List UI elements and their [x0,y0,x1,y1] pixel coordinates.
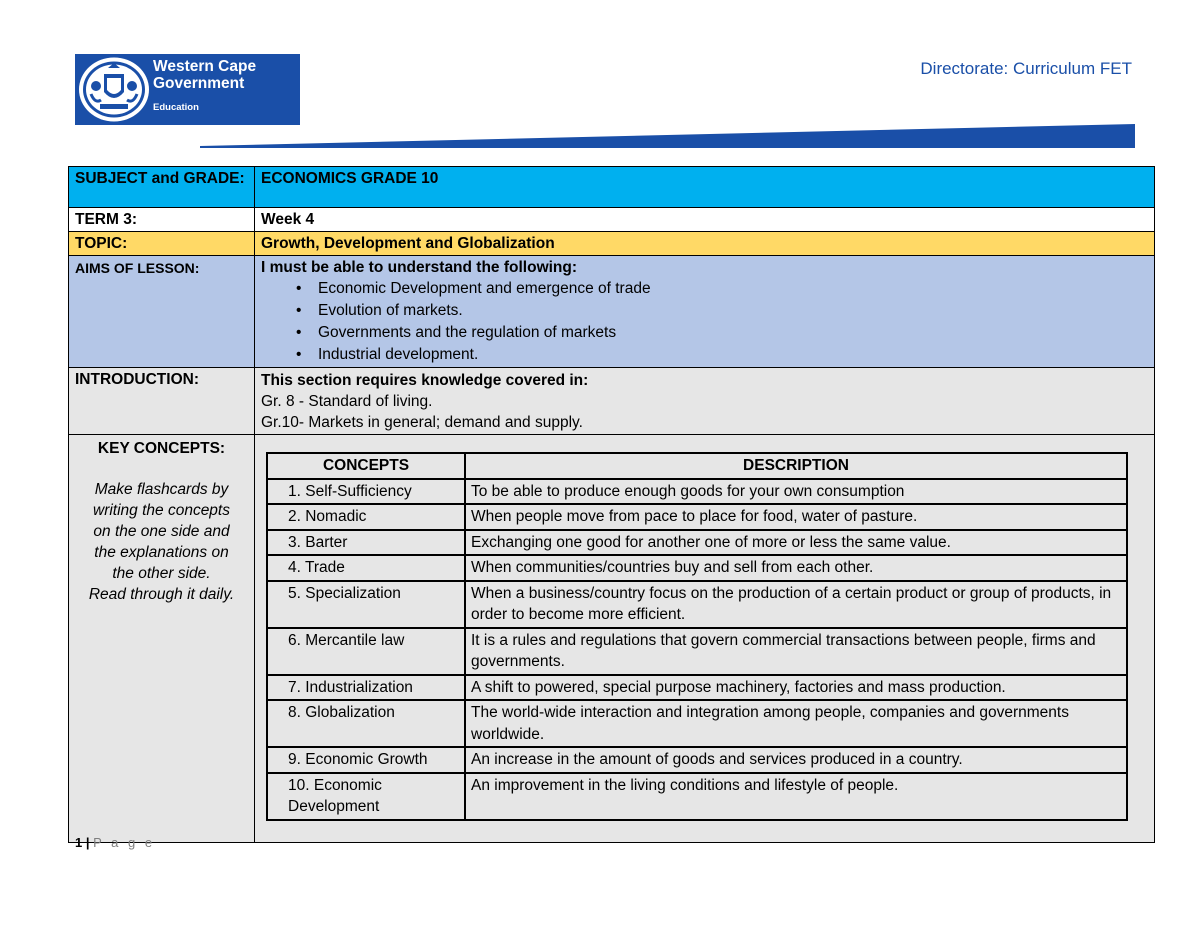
introduction-row [69,368,1155,435]
concept-description: It is a rules and regulations that govern commercial transactions between people, firms and governments. [465,628,1127,675]
key-concepts-label: KEY CONCEPTS: [97,440,226,457]
header-swoosh [200,124,1135,150]
logo-line-3: Education [153,102,199,113]
page-number [75,835,155,850]
subject-row [69,167,1155,208]
aim-item: • Governments and the regulation of markets [261,322,1148,344]
concept-description: When people move from pace to place for food, water of pasture. [465,504,1127,530]
concepts-table [266,452,1128,821]
introduction-cell [255,368,1155,435]
logo-line-2: Government [153,75,245,92]
concept-name: 3. Barter [267,530,465,556]
term-row [69,208,1155,232]
table-row [267,530,1127,556]
aims-row [69,256,1155,368]
introduction-label: INTRODUCTION: [69,368,255,435]
table-row [267,773,1127,820]
table-row [267,504,1127,530]
note-line: Make flashcards by [94,481,229,498]
page-separator: | [85,835,90,850]
topic-label: TOPIC: [69,232,255,256]
concept-name: 7. Industrialization [267,675,465,701]
coat-of-arms-icon [75,54,153,125]
aims-heading: I must be able to understand the following: [261,259,578,276]
aim-item: • Economic Development and emergence of trade [261,278,1148,300]
concept-description: An improvement in the living conditions and lifestyle of people. [465,773,1127,820]
note-line: on the one side and [93,523,230,540]
key-concepts-row [69,435,1155,843]
concept-description: Exchanging one good for another one of more or less the same value. [465,530,1127,556]
key-concepts-cell [255,435,1155,843]
concept-description: The world-wide interaction and integration among people, companies and governments worldwide. [465,700,1127,747]
key-concepts-note [75,479,248,605]
introduction-heading: This section requires knowledge covered in: [261,372,589,389]
concept-name: 2. Nomadic [267,504,465,530]
subject-label: SUBJECT and GRADE: [69,167,255,208]
concept-name: 1. Self-Sufficiency [267,479,465,505]
aims-list [261,278,1148,366]
key-concepts-side [69,435,255,843]
description-header: DESCRIPTION [465,453,1127,479]
concept-name: 10. Economic Development [267,773,465,820]
note-line: Read through it daily. [88,586,235,603]
aim-item: • Industrial development. [261,344,1148,366]
lesson-plan-table [68,166,1155,843]
note-line: the explanations on [94,544,229,561]
introduction-line: Gr. 8 - Standard of living. [261,393,433,410]
term-label: TERM 3: [69,208,255,232]
topic-row [69,232,1155,256]
note-line: writing the concepts [93,502,230,519]
concept-description: When a business/country focus on the production of a certain product or group of products, in order to become more efficient. [465,581,1127,628]
table-row [267,700,1127,747]
table-row [267,628,1127,675]
concept-name: 5. Specialization [267,581,465,628]
concept-name: 4. Trade [267,555,465,581]
topic-value: Growth, Development and Globalization [255,232,1155,256]
table-row [267,555,1127,581]
aim-item: • Evolution of markets. [261,300,1148,322]
concept-name: 9. Economic Growth [267,747,465,773]
table-row [267,581,1127,628]
concept-description: When communities/countries buy and sell from each other. [465,555,1127,581]
concept-description: To be able to produce enough goods for your own consumption [465,479,1127,505]
concepts-header-row [267,453,1127,479]
term-value: Week 4 [255,208,1155,232]
aims-cell [255,256,1155,368]
introduction-line: Gr.10- Markets in general; demand and supply. [261,414,583,431]
wcg-logo [75,54,300,125]
concepts-header: CONCEPTS [267,453,465,479]
concept-name: 8. Globalization [267,700,465,747]
table-row [267,675,1127,701]
page-number-value: 1 [75,835,83,850]
concept-name: 6. Mercantile law [267,628,465,675]
subject-value: ECONOMICS GRADE 10 [255,167,1155,208]
table-row [267,479,1127,505]
concept-description: A shift to powered, special purpose machinery, factories and mass production. [465,675,1127,701]
concept-description: An increase in the amount of goods and services produced in a country. [465,747,1127,773]
directorate-heading: Directorate: Curriculum FET [920,59,1132,78]
logo-line-1: Western Cape [153,58,257,75]
table-row [267,747,1127,773]
page-word: P a g e [93,835,156,850]
note-line: the other side. [112,565,211,582]
aims-label: AIMS OF LESSON: [69,256,255,368]
